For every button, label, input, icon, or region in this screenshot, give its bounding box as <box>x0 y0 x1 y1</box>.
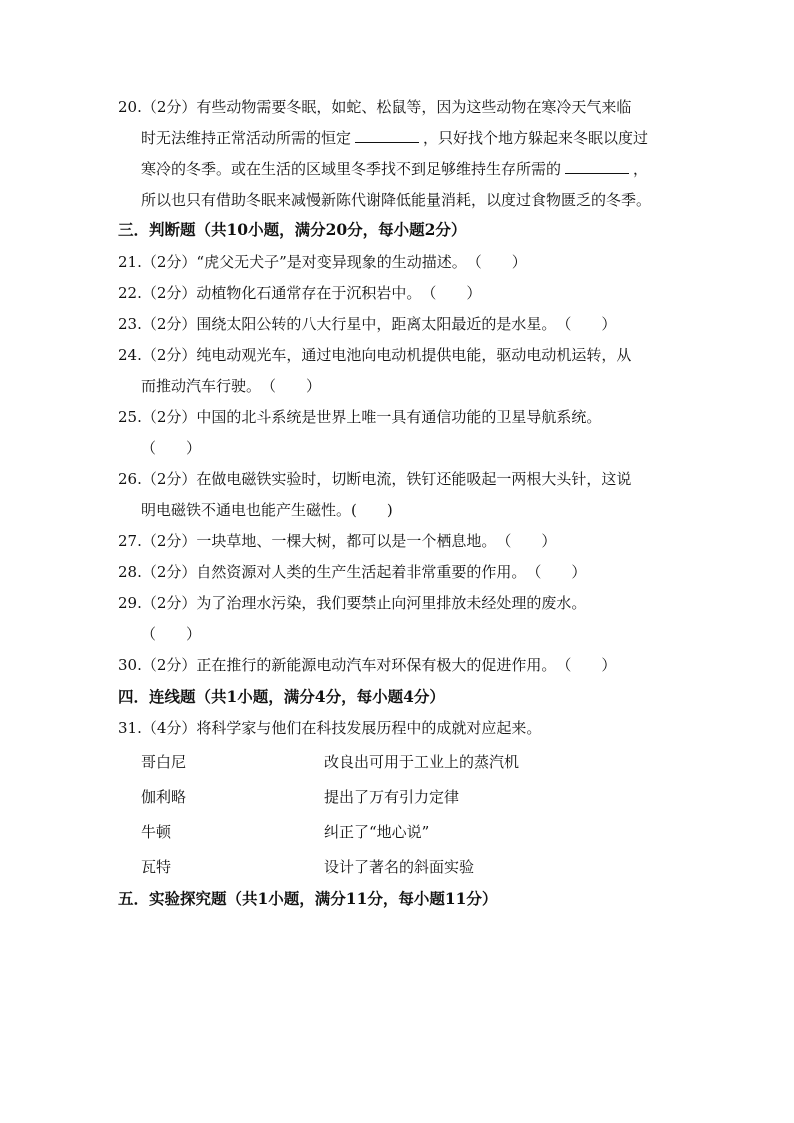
q20-line-2 <box>141 127 648 149</box>
q22: 22.（2分）动植物化石通常存在于沉积岩中。 （ ） <box>118 284 482 302</box>
scientist-item: 瓦特 <box>141 858 172 876</box>
q31: 31.（4分）将科学家与他们在科技发展历程中的成就对应起来。 <box>118 719 542 737</box>
q26-line-2: 明电磁铁不通电也能产生磁性。( ) <box>141 501 393 519</box>
q23: 23.（2分）围绕太阳公转的八大行星中，距离太阳最近的是水星。 （ ） <box>118 315 617 333</box>
achievement-item: 设计了著名的斜面实验 <box>324 858 475 876</box>
section-4-heading: 四．连线题（共1小题，满分4分，每小题4分） <box>118 687 445 706</box>
achievement-item: 提出了万有引力定律 <box>324 788 460 806</box>
q24-line-2: 而推动汽车行驶。 （ ） <box>141 377 322 395</box>
scientist-item: 伽利略 <box>141 788 187 806</box>
achievement-item: 改良出可用于工业上的蒸汽机 <box>324 753 520 771</box>
section-3-heading: 三．判断题（共10小题，满分20分，每小题2分） <box>118 220 467 239</box>
section-5-heading: 五．实验探究题（共1小题，满分11分，每小题11分） <box>118 889 498 908</box>
q20-line-2-text-a: 时无法维持正常活动所需的恒定 <box>141 129 352 147</box>
q25-line-2: （ ） <box>141 439 202 457</box>
q20-line-4: 所以也只有借助冬眠来减慢新陈代谢降低能量消耗，以度过食物匮乏的冬季。 <box>141 191 652 209</box>
q21: 21.（2分）“虎父无犬子”是对变异现象的生动描述。 （ ） <box>118 253 527 271</box>
q20-line-3-text-a: 寒冷的冬季。或在生活的区域里冬季找不到足够维持生存所需的 <box>141 160 562 178</box>
q28: 28.（2分）自然资源对人类的生产生活起着非常重要的作用。 （ ） <box>118 563 587 581</box>
scientist-item: 哥白尼 <box>141 753 187 771</box>
q29-line-1: 29.（2分）为了治理水污染，我们要禁止向河里排放未经处理的废水。 <box>118 594 587 612</box>
q24-line-1: 24.（2分）纯电动观光车，通过电池向电动机提供电能，驱动电动机运转，从 <box>118 346 632 364</box>
q29-line-2: （ ） <box>141 625 202 643</box>
q20-blank-2 <box>565 159 629 174</box>
scientist-item: 牛顿 <box>141 823 172 841</box>
achievement-item: 纠正了“地心说” <box>324 823 430 841</box>
q20-line-3-text-b: ， <box>633 160 649 178</box>
q27: 27.（2分）一块草地、一棵大树，都可以是一个栖息地。 （ ） <box>118 532 557 550</box>
q20-line-1: 20.（2分）有些动物需要冬眠，如蛇、松鼠等，因为这些动物在寒冷天气来临 <box>118 98 632 116</box>
q20-line-2-text-b: ，只好找个地方躲起来冬眠以度过 <box>423 129 649 147</box>
q20-line-3 <box>141 158 648 180</box>
q20-blank-1 <box>355 128 419 143</box>
q30: 30.（2分）正在推行的新能源电动汽车对环保有极大的促进作用。 （ ） <box>118 656 617 674</box>
q26-line-1: 26.（2分）在做电磁铁实验时，切断电流，铁钉还能吸起一两根大头针，这说 <box>118 470 632 488</box>
q25-line-1: 25.（2分）中国的北斗系统是世界上唯一具有通信功能的卫星导航系统。 <box>118 408 602 426</box>
